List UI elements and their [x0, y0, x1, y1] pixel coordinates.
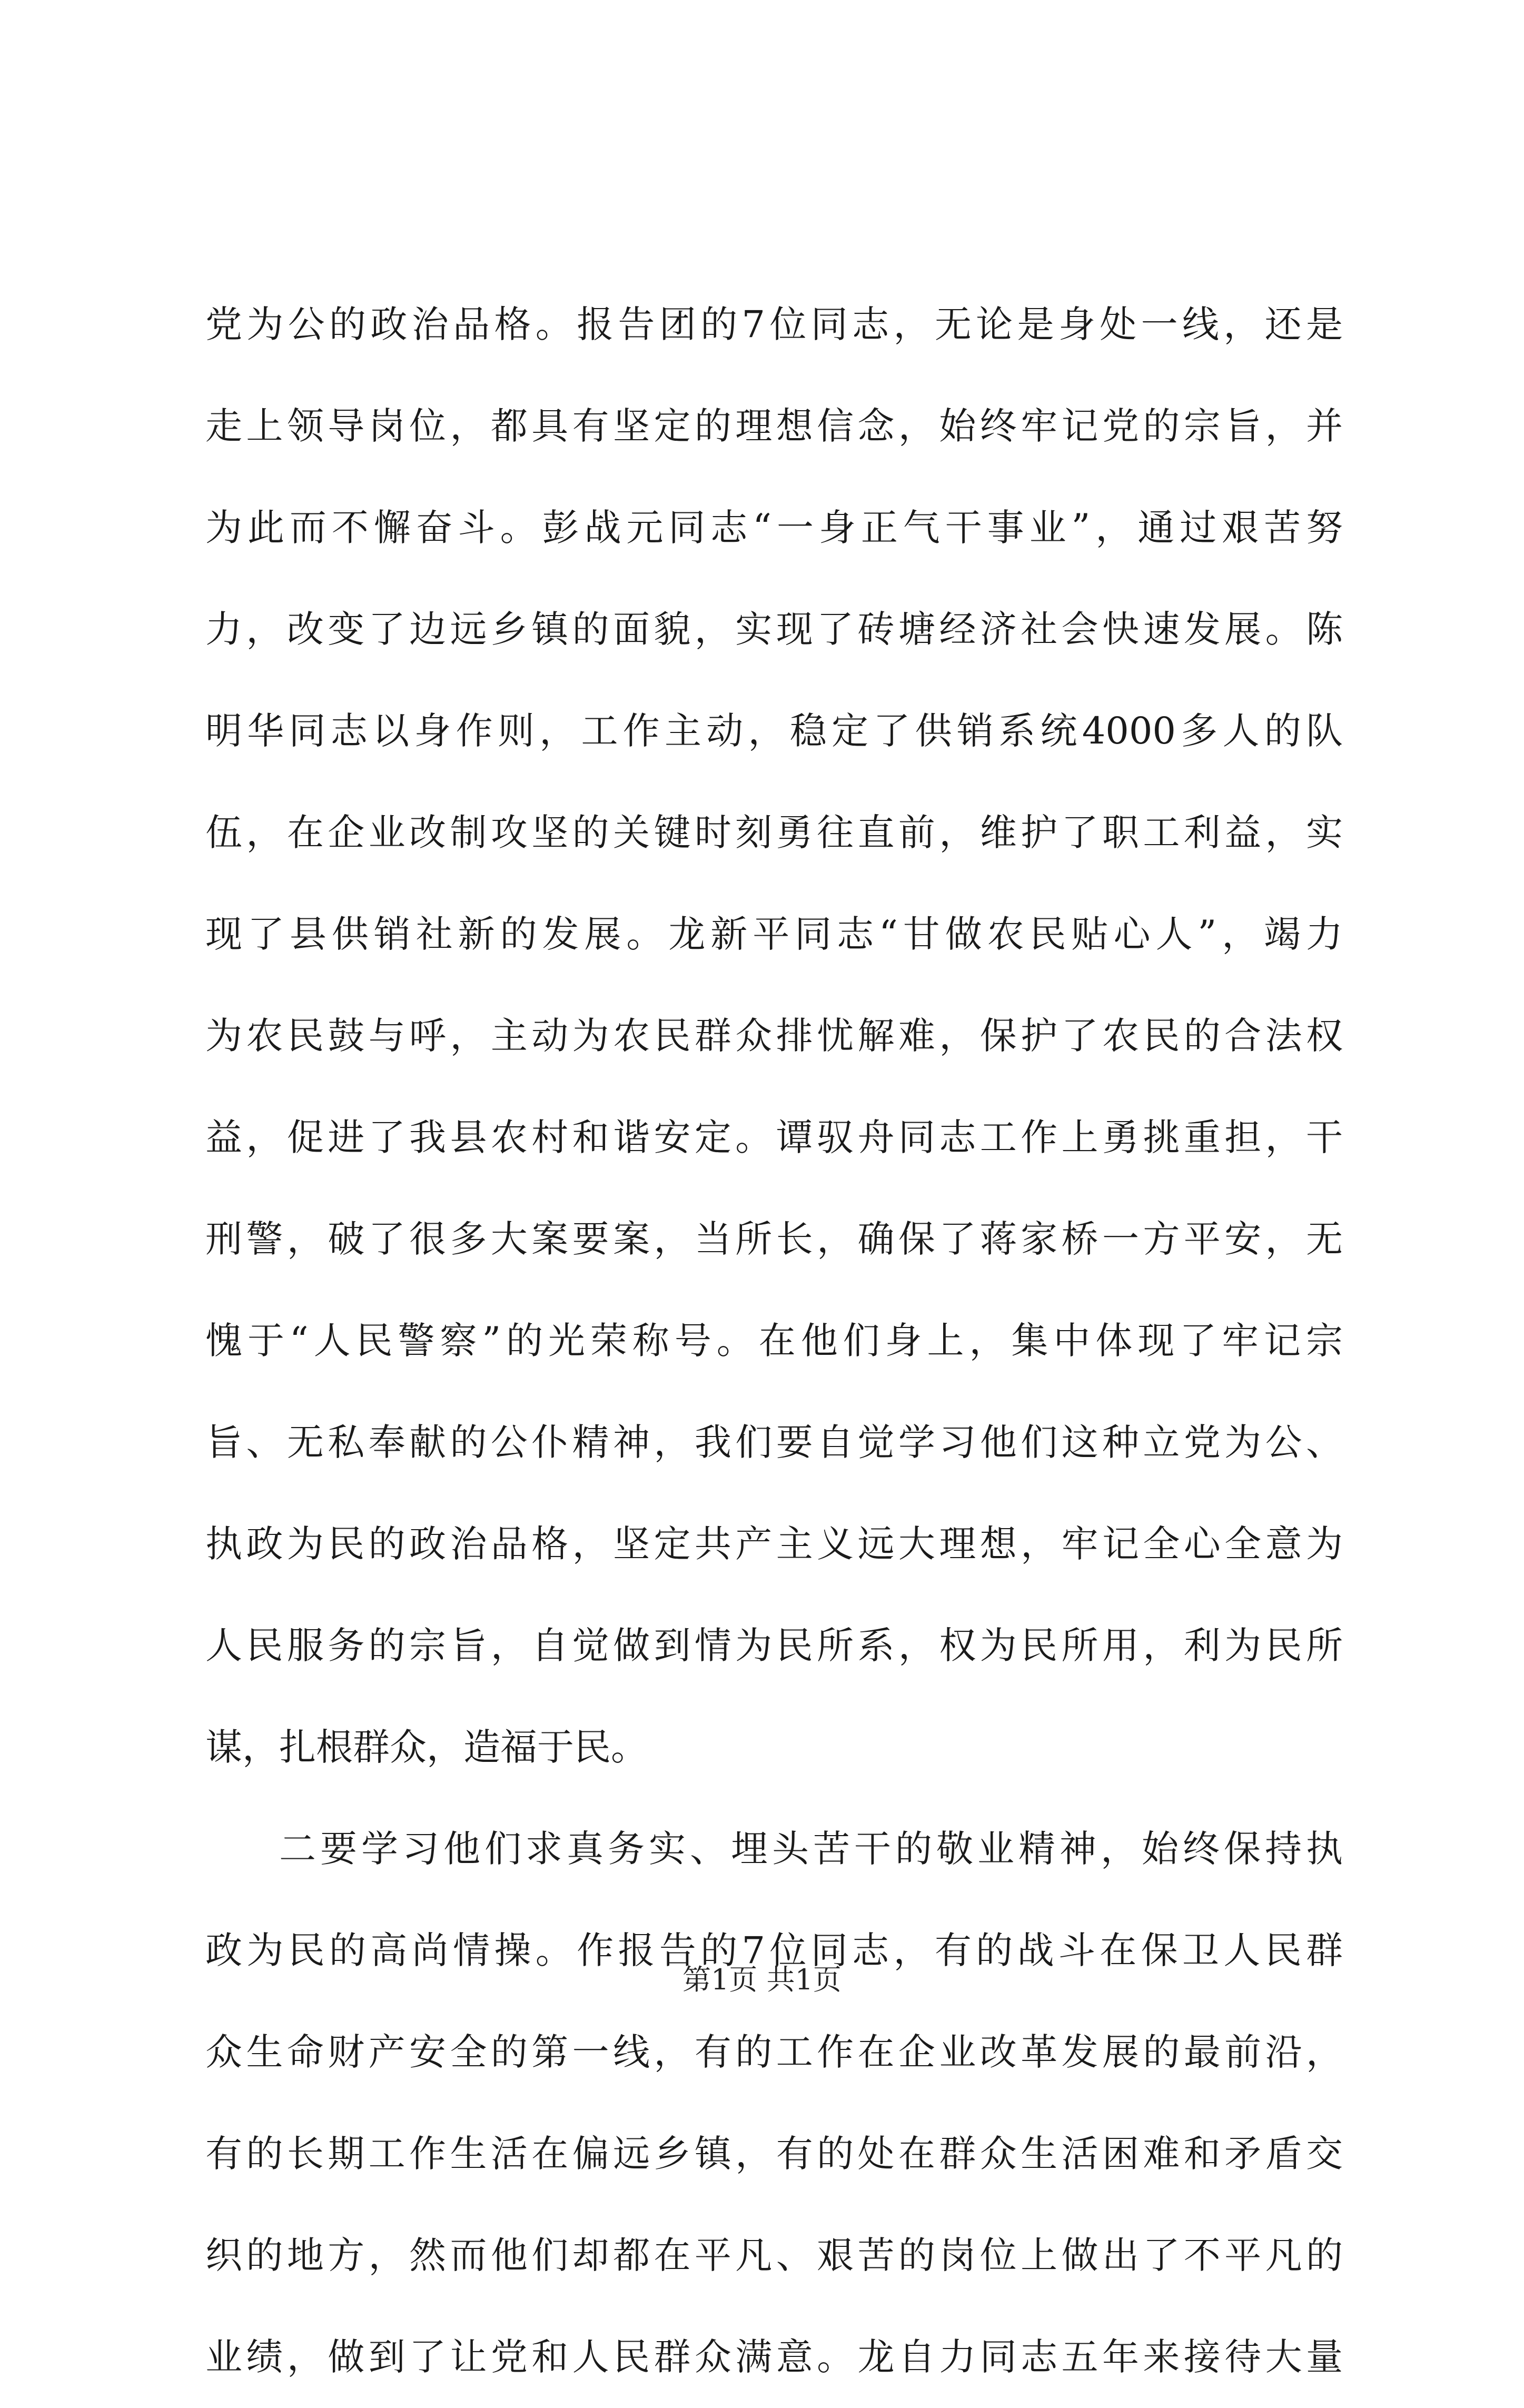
- text-line: 益，促进了我县农村和谐安定。谭驭舟同志工作上勇挑重担，干: [205, 1116, 1343, 1159]
- text-line: 伍，在企业改制攻坚的关键时刻勇往直前，维护了职工利益，实: [205, 811, 1343, 854]
- text-line: 织的地方，然而他们却都在平凡、艰苦的岗位上做出了不平凡的: [205, 2234, 1343, 2277]
- text-line: 明华同志以身作则，工作主动，稳定了供销系统4000多人的队: [205, 709, 1343, 752]
- text-line: 有的长期工作生活在偏远乡镇，有的处在群众生活困难和矛盾交: [205, 2132, 1343, 2175]
- text-line: 走上领导岗位，都具有坚定的理想信念，始终牢记党的宗旨，并: [205, 404, 1343, 448]
- text-line: 党为公的政治品格。报告团的7位同志，无论是身处一线，还是: [205, 303, 1343, 346]
- text-line-paragraph-start: 二要学习他们求真务实、埋头苦干的敬业精神，始终保持执: [279, 1827, 1343, 1870]
- text-line: 政为民的高尚情操。作报告的7位同志，有的战斗在保卫人民群: [205, 1929, 1343, 1972]
- body-text: [205, 274, 1343, 2408]
- text-line-paragraph-end: 谋，扎根群众，造福于民。: [205, 1726, 648, 1769]
- text-line: 众生命财产安全的第一线，有的工作在企业改革发展的最前沿，: [205, 2030, 1343, 2074]
- text-line: 执政为民的政治品格，坚定共产主义远大理想，牢记全心全意为: [205, 1522, 1343, 1565]
- page-footer: [0, 1961, 1524, 1998]
- text-line: 为农民鼓与呼，主动为农民群众排忧解难，保护了农民的合法权: [205, 1014, 1343, 1057]
- text-line: 旨、无私奉献的公仆精神，我们要自觉学习他们这种立党为公、: [205, 1421, 1343, 1464]
- text-line: 人民服务的宗旨，自觉做到情为民所系，权为民所用，利为民所: [205, 1624, 1343, 1667]
- text-line: 现了县供销社新的发展。龙新平同志“甘做农民贴心人”，竭力: [205, 913, 1343, 956]
- text-line: 为此而不懈奋斗。彭战元同志“一身正气干事业”，通过艰苦努: [205, 506, 1343, 549]
- text-line: 力，改变了边远乡镇的面貌，实现了砖塘经济社会快速发展。陈: [205, 608, 1343, 651]
- page-number-label: 第1页 共1页: [682, 1963, 842, 1996]
- text-line: 刑警，破了很多大案要案，当所长，确保了蒋家桥一方平安，无: [205, 1217, 1343, 1261]
- text-line: 愧于“人民警察”的光荣称号。在他们身上，集中体现了牢记宗: [205, 1319, 1343, 1362]
- text-line: 业绩，做到了让党和人民群众满意。龙自力同志五年来接待大量: [205, 2335, 1343, 2379]
